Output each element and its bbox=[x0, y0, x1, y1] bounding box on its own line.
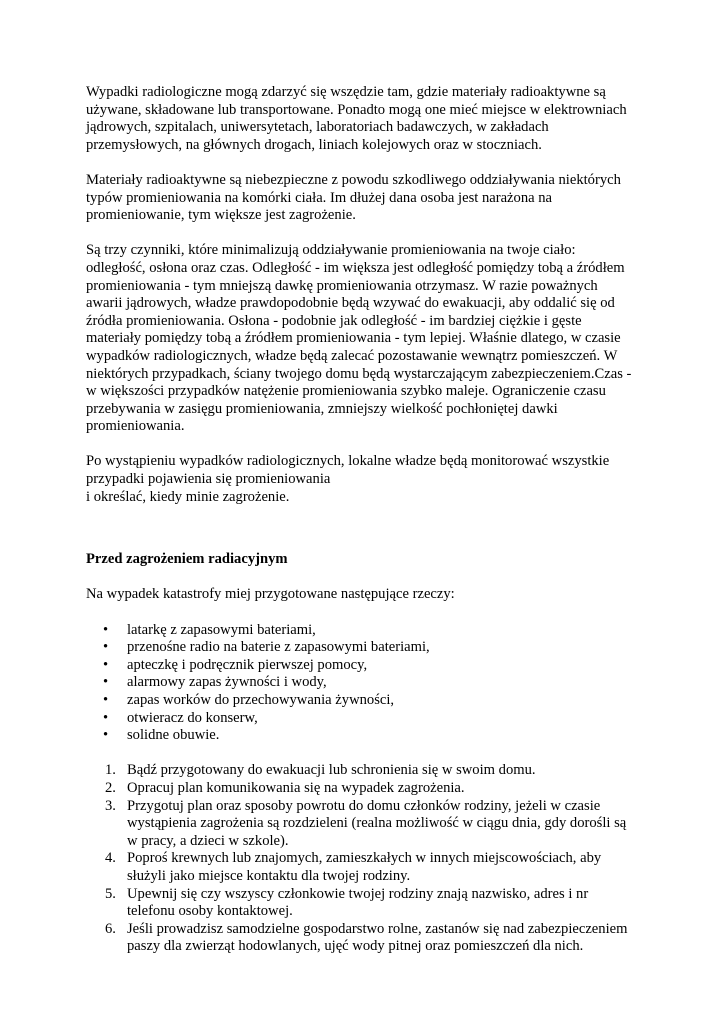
bullet-icon: • bbox=[103, 621, 109, 638]
step-number: 5. bbox=[105, 885, 116, 902]
section-intro: Na wypadek katastrofy miej przygotowane następujące rzeczy: bbox=[86, 586, 455, 603]
paragraph-line: niektórych przypadkach, ściany twojego domu będą wystarczającym zabezpieczeniem.Czas - bbox=[86, 365, 632, 382]
step-item bbox=[86, 850, 646, 885]
step-line: Poproś krewnych lub znajomych, zamieszkałych w innych miejscowościach, aby bbox=[127, 850, 602, 867]
paragraph bbox=[86, 172, 646, 225]
paragraph-line: przemysłowych, na głównych drogach, liniach kolejowych oraz w stoczniach. bbox=[86, 136, 542, 153]
paragraph-line: typów promieniowania na komórki ciała. Im dłużej dana osoba jest narażona na bbox=[86, 189, 553, 206]
paragraph-line: przebywania w zasięgu promieniowania, zmniejszy wielkość pochłoniętej dawki bbox=[86, 400, 558, 417]
bullet-icon: • bbox=[103, 656, 109, 673]
paragraph-line: awarii jądrowych, władze prawdopodobnie będą wzywać do ewakuacji, aby oddalić się od bbox=[86, 295, 615, 312]
list-item-text: zapas worków do przechowywania żywności, bbox=[127, 692, 395, 708]
step-line: Przygotuj plan oraz sposoby powrotu do domu członków rodziny, jeżeli w czasie bbox=[127, 797, 601, 814]
step-item bbox=[86, 780, 646, 798]
body-text bbox=[86, 84, 646, 506]
bullet-icon: • bbox=[103, 727, 109, 744]
paragraph bbox=[86, 84, 646, 154]
list-item-text: alarmowy zapas żywności i wody, bbox=[127, 674, 327, 691]
step-line: wystąpienia zagrożenia są rozdzieleni (realna możliwość w ciągu dnia, gdy dorośli są bbox=[127, 815, 627, 832]
section-heading: Przed zagrożeniem radiacyjnym bbox=[86, 551, 288, 568]
paragraph-line: jądrowych, szpitalach, uniwersytetach, laboratoriach badawczych, w zakładach bbox=[86, 119, 549, 136]
list-item bbox=[86, 692, 646, 710]
step-line: Bądź przygotowany do ewakuacji lub schronienia się w swoim domu. bbox=[127, 762, 536, 779]
step-line: telefonu osoby kontaktowej. bbox=[127, 903, 293, 920]
bullet-icon: • bbox=[103, 639, 109, 656]
list-item bbox=[86, 710, 646, 728]
paragraph-line: używane, składowane lub transportowane. Ponadto mogą one mieć miejsce w elektrowniach bbox=[86, 101, 627, 118]
bullet-icon: • bbox=[103, 692, 109, 708]
list-item bbox=[86, 639, 646, 657]
supplies-list bbox=[86, 622, 646, 745]
paragraph-line: materiały pomiędzy tobą a źródłem promieniowania - tym lepiej. Właśnie dlatego, w czasie bbox=[86, 330, 621, 347]
step-line: Jeśli prowadzisz samodzielne gospodarstwo rolne, zastanów się nad zabezpieczeniem bbox=[127, 920, 628, 937]
step-number: 6. bbox=[105, 920, 116, 937]
step-item bbox=[86, 798, 646, 851]
list-item bbox=[86, 657, 646, 675]
list-item-text: otwieracz do konserw, bbox=[127, 709, 258, 726]
paragraph-line: Są trzy czynniki, które minimalizują oddziaływanie promieniowania na twoje ciało: bbox=[86, 242, 576, 259]
list-item bbox=[86, 727, 646, 745]
list-item-text: latarkę z zapasowymi bateriami, bbox=[127, 621, 316, 638]
paragraph bbox=[86, 242, 646, 436]
paragraph-line: promieniowania - tym mniejszą dawkę promieniowania otrzymasz. W razie poważnych bbox=[86, 277, 598, 294]
step-line: Opracuj plan komunikowania się na wypadek zagrożenia. bbox=[127, 779, 465, 796]
list-item bbox=[86, 622, 646, 640]
step-line: Upewnij się czy wszyscy członkowie twojej rodziny znają nazwisko, adres i nr bbox=[127, 885, 589, 902]
step-line: służyli jako miejsce kontaktu dla twojej rodziny. bbox=[127, 867, 411, 884]
paragraph-line: przypadki pojawienia się promieniowania bbox=[86, 471, 331, 488]
paragraph-line: promieniowanie, tym większe jest zagrożenie. bbox=[86, 207, 356, 224]
bullet-icon: • bbox=[103, 709, 109, 726]
list-item-text: apteczkę i podręcznik pierwszej pomocy, bbox=[127, 656, 368, 673]
paragraph-line: Materiały radioaktywne są niebezpieczne z powodu szkodliwego oddziaływania niektórych bbox=[86, 171, 621, 188]
paragraph-line: Wypadki radiologiczne mogą zdarzyć się wszędzie tam, gdzie materiały radioaktywne są bbox=[86, 84, 606, 100]
paragraph-line: Po wystąpieniu wypadków radiologicznych, lokalne władze będą monitorować wszystkie bbox=[86, 453, 610, 470]
paragraph-line: promieniowania. bbox=[86, 418, 185, 435]
step-number: 2. bbox=[105, 779, 116, 796]
step-line: w pracy, a dzieci w szkole). bbox=[127, 832, 289, 849]
list-item-text: przenośne radio na baterie z zapasowymi bateriami, bbox=[127, 639, 430, 656]
steps-list bbox=[86, 762, 646, 956]
paragraph-line: wypadków radiologicznych, władze będą zalecać pozostawanie wewnątrz pomieszczeń. W bbox=[86, 347, 618, 364]
document-page bbox=[86, 84, 646, 956]
list-item-text: solidne obuwie. bbox=[127, 727, 220, 744]
paragraph-line: źródła promieniowania. Osłona - podobnie jak odległość - im bardziej ciężkie i gęste bbox=[86, 312, 582, 329]
paragraph-line: odległość, osłona oraz czas. Odległość - im większa jest odległość pomiędzy tobą a źródłem bbox=[86, 259, 625, 276]
list-item bbox=[86, 674, 646, 692]
step-item bbox=[86, 762, 646, 780]
step-item bbox=[86, 886, 646, 921]
paragraph bbox=[86, 453, 646, 506]
step-number: 3. bbox=[105, 797, 116, 814]
bullet-icon: • bbox=[103, 674, 109, 691]
step-number: 4. bbox=[105, 850, 116, 867]
paragraph-line: w większości przypadków natężenie promieniowania szybko maleje. Ograniczenie czasu bbox=[86, 383, 606, 400]
paragraph-line: i określać, kiedy minie zagrożenie. bbox=[86, 488, 290, 505]
step-item bbox=[86, 921, 646, 956]
step-number: 1. bbox=[105, 762, 116, 779]
step-line: paszy dla zwierząt hodowlanych, ujęć wody pitnej oraz pomieszczeń dla nich. bbox=[127, 938, 584, 955]
